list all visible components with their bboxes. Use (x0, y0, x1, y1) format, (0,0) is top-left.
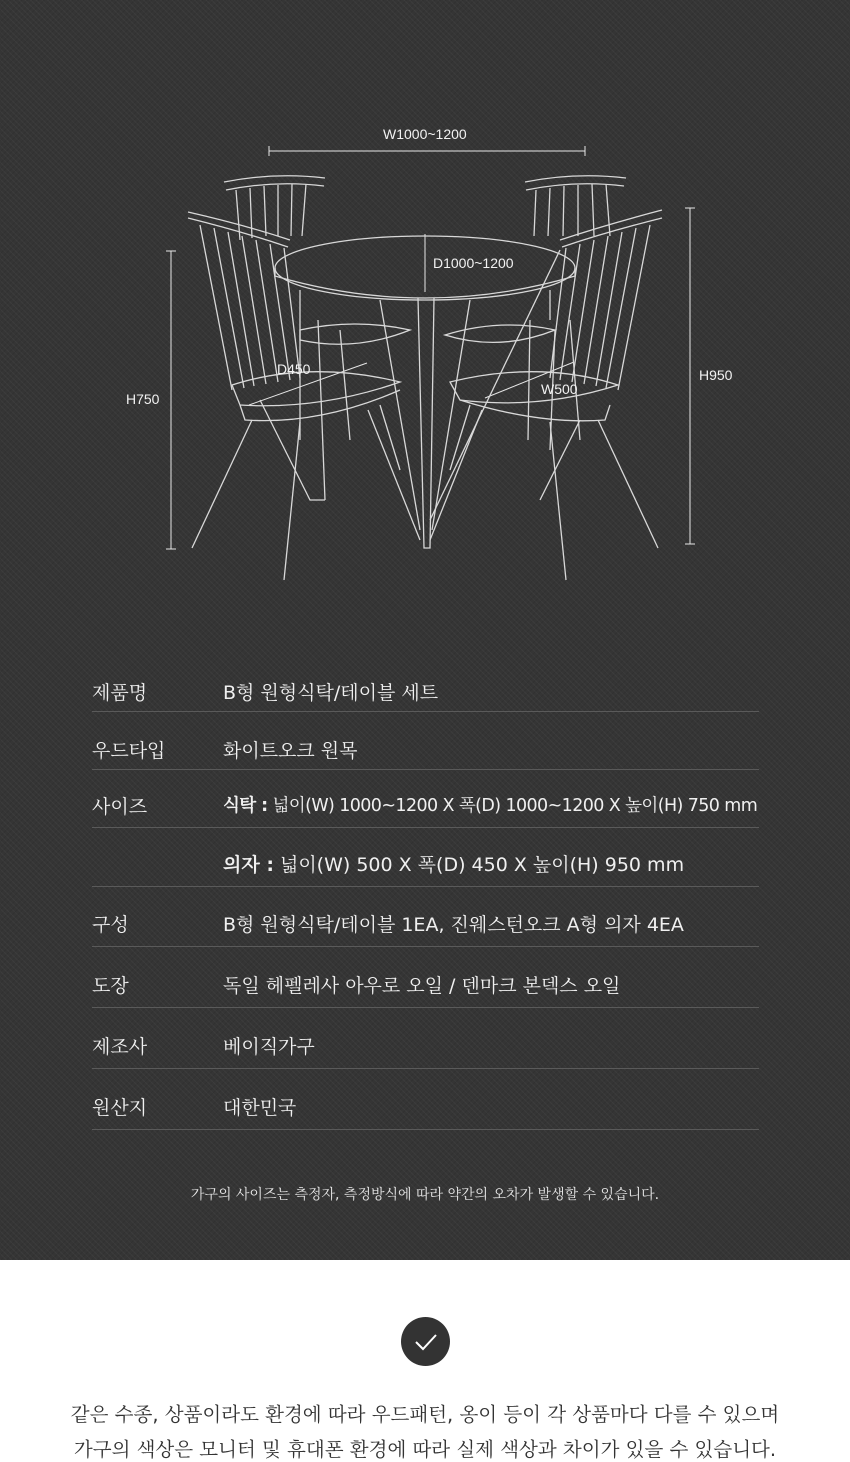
spec-value: 화이트오크 원목 (223, 740, 358, 762)
chair-width-dimension-label: W500 (541, 381, 578, 397)
notice-line-1: 같은 수종, 상품이라도 환경에 따라 우드패턴, 옹이 등이 각 상품마다 다를 수 있으며 (70, 1403, 780, 1426)
chair-depth-dimension-label: D450 (277, 361, 311, 377)
spec-table (92, 661, 759, 1130)
size-disclaimer-note: 가구의 사이즈는 측정자, 측정방식에 따라 약간의 오차가 발생할 수 있습니다. (190, 1187, 660, 1203)
spec-row (92, 770, 759, 828)
spec-label: 우드타입 (92, 740, 166, 762)
spec-value (223, 850, 684, 877)
chair-back-right (445, 176, 626, 450)
furniture-dimension-diagram (0, 0, 850, 620)
spec-value-text: 넓이(W) 1000~1200 X 폭(D) 1000~1200 X 높이(H) 750 mm (267, 796, 758, 816)
spec-value (223, 792, 757, 817)
spec-value: B형 원형식탁/테이블 세트 (223, 682, 439, 704)
table-height-dimension-label: H750 (126, 391, 160, 407)
checkmark-icon (401, 1317, 450, 1366)
spec-row (92, 828, 759, 887)
spec-row (92, 661, 759, 712)
spec-label: 사이즈 (92, 796, 148, 818)
spec-label: 제품명 (92, 682, 148, 704)
spec-value: 대한민국 (223, 1097, 297, 1119)
chair-front-left (188, 212, 420, 580)
spec-label: 도장 (92, 975, 129, 997)
spec-row (92, 1008, 759, 1069)
spec-row (92, 887, 759, 947)
spec-value-text: 넓이(W) 500 X 폭(D) 450 X 높이(H) 950 mm (273, 854, 685, 876)
spec-value: 베이직가구 (223, 1036, 315, 1058)
spec-label: 제조사 (92, 1036, 148, 1058)
spec-row (92, 1069, 759, 1130)
spec-value-bold: 식탁 : (223, 796, 268, 816)
spec-label: 원산지 (92, 1097, 148, 1119)
chair-height-dimension-label: H950 (699, 367, 733, 383)
spec-row (92, 947, 759, 1008)
spec-value-bold: 의자 : (223, 854, 274, 876)
check-icon (401, 1317, 450, 1366)
chair-back-left (224, 176, 350, 500)
spec-value: 독일 헤펠레사 아우로 오일 / 덴마크 본덱스 오일 (223, 975, 621, 997)
notice-line-2: 가구의 색상은 모니터 및 휴대폰 환경에 따라 실제 색상과 차이가 있을 수 있습니다. (73, 1438, 777, 1461)
table-depth-dimension-label: D1000~1200 (433, 255, 514, 271)
width-dimension-label: W1000~1200 (383, 126, 467, 142)
spec-label: 구성 (92, 914, 129, 936)
spec-value: B형 원형식탁/테이블 1EA, 진웨스턴오크 A형 의자 4EA (223, 914, 684, 936)
spec-row (92, 712, 759, 770)
